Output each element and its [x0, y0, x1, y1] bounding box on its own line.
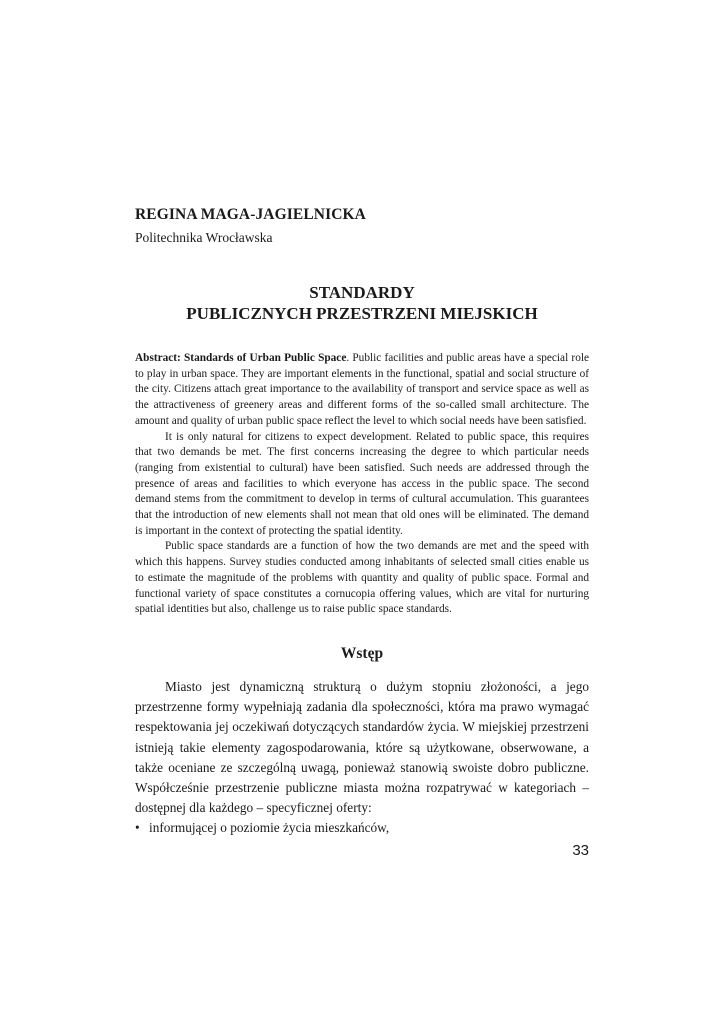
section-body [135, 677, 589, 839]
section-heading: Wstęp [340, 645, 384, 662]
author-name: REGINA MAGA-JAGIELNICKA [135, 206, 366, 223]
page-number: 33 [572, 842, 589, 859]
body-paragraph-1: Miasto jest dynamiczną strukturą o dużym stopniu złożoności, a jego przestrzenne formy wypełniają zadania dla społeczności, która ma prawo wymagać respektowania jej oczekiwań dotyczących standardów życia. W miejskiej przestrzeni istnieją takie elementy zagospodarowania, które są użytkowane, obserwowane, a także oceniane ze szczególną uwagą, ponieważ stanowią swoiste dobro publiczne. Współcześnie przestrzenie publiczne miasta można rozpatrywać w kategoriach – dostępnej dla każdego – specyficznej oferty: [135, 679, 589, 816]
article-title [135, 282, 589, 324]
list-item [135, 818, 589, 838]
abstract-paragraph-2: It is only natural for citizens to expect development. Related to public space, this requires that two demands be met. The first concerns increasing the degree to which particular needs (ranging from existential to cultural) have been satisfied. Such needs are addressed through the presence of areas and facilities to which everyone has access in the public space. The second demand stems from the commitment to develop in terms of cultural accumulation. This guarantees that the introduction of new elements shall not mean that old ones will be eliminated. The demand is important in the context of protecting the spatial identity. [135, 430, 589, 537]
abstract [135, 351, 589, 618]
author-affiliation: Politechnika Wrocławska [135, 230, 273, 245]
abstract-paragraph-1-text: . Public facilities and public areas have a special role to play in urban space. They are important elements in the functional, spatial and social structure of the city. Citizens attach great importance to the availability of transport and service space as well as the attractiveness of greenery areas and different forms of the so-called small architecture. The amount and quality of urban public space reflect the level to which social needs have been satisfied. [135, 352, 589, 427]
document-page [135, 0, 589, 1024]
bullet-icon: • [135, 820, 140, 836]
article-title-line-2: PUBLICZNYCH PRZESTRZENI MIEJSKICH [186, 304, 538, 323]
abstract-paragraph-3: Public space standards are a function of how the two demands are met and the speed with which this happens. Survey studies conducted among inhabitants of selected small cities enable us to estimate the magnitude of the problems with quantity and quality of public space. Formal and functional variety of space constitutes a cornucopia offering values, which are vital for nurturing spatial identities but also, challenge us to raise public space standards. [135, 540, 589, 616]
article-title-line-1: STANDARDY [309, 283, 415, 302]
list-item-text: informującej o poziomie życia mieszkańców, [149, 820, 390, 836]
abstract-label: Abstract: Standards of Urban Public Space [135, 352, 347, 364]
bullet-list [135, 818, 589, 838]
abstract-paragraph-1 [135, 351, 589, 430]
